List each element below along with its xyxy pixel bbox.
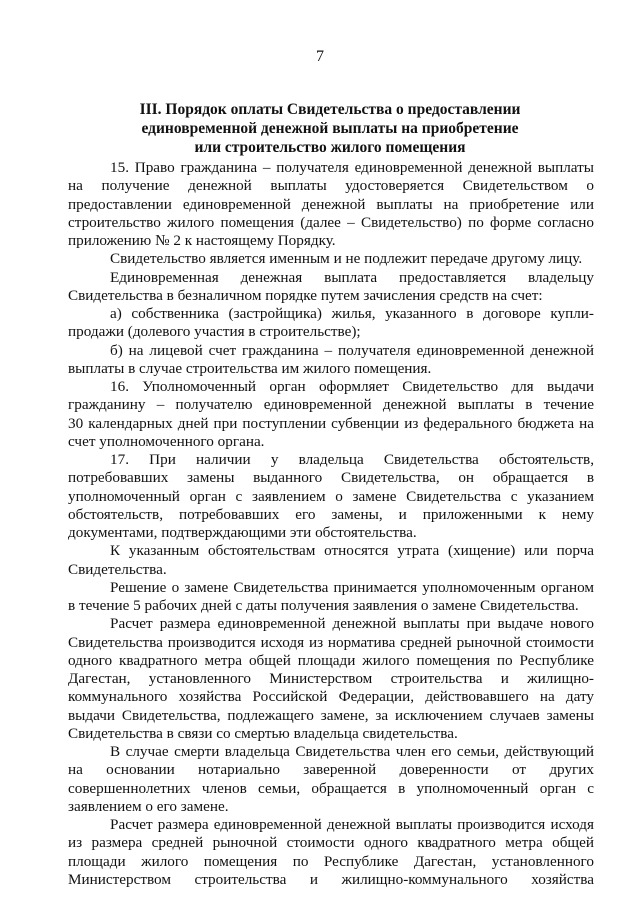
text-line: Свидетельство является именным и не подлежит передаче другому лицу. — [110, 250, 583, 268]
paragraph — [68, 542, 594, 579]
text-line: на основании нотариально заверенной доверенности от других — [68, 761, 594, 779]
text-line: 15. Право гражданина – получателя единовременной денежной выплаты — [110, 159, 594, 176]
text-line: счет уполномоченного органа. — [68, 432, 265, 450]
text-line: заявлением о его замене. — [68, 797, 229, 815]
text-line: строительство жилого помещения (далее – Свидетельство) по форме согласно — [68, 213, 594, 231]
text-line: выплаты в случае строительства им жилого помещения. — [68, 359, 432, 377]
text-line: уполномоченный орган с заявлением о замене Свидетельства с указанием — [68, 487, 594, 505]
paragraph — [68, 816, 594, 889]
text-line: Расчет размера единовременной денежной выплаты при выдаче нового — [110, 615, 594, 633]
text-line: на получение денежной выплаты удостоверяется Свидетельством о — [68, 177, 594, 195]
paragraph — [68, 378, 594, 451]
text-line: 30 календарных дней при поступлении субвенции из федерального бюджета на — [68, 414, 594, 432]
paragraph — [68, 159, 594, 250]
text-line: приложению № 2 к настоящему Порядку. — [68, 232, 336, 249]
paragraph — [68, 579, 594, 616]
text-line: К указанным обстоятельствам относятся утрата (хищение) или порча — [110, 542, 594, 560]
text-line: коммунального хозяйства Российской Федерации, действовавшего на дату — [68, 688, 594, 706]
paragraph — [68, 269, 594, 306]
text-line: обстоятельств, потребовавших его замены, и приложенными к нему — [68, 505, 594, 523]
text-line: В случае смерти владельца Свидетельства член его семьи, действующий — [110, 743, 594, 760]
paragraph — [68, 743, 594, 816]
text-line: документами, подтверждающими эти обстоятельства. — [68, 524, 417, 541]
text-line: Решение о замене Свидетельства принимается уполномоченным органом — [110, 578, 594, 596]
text-line: в течение 5 рабочих дней с даты получения заявления о замене Свидетельства. — [68, 597, 579, 614]
text-line: потребовавших замены выданного Свидетельства, он обращается в — [68, 469, 594, 487]
paragraph — [68, 250, 594, 268]
text-line: площади жилого помещения по Республике Дагестан, установленного — [68, 852, 594, 870]
text-line: 16. Уполномоченный орган оформляет Свидетельство для выдачи — [110, 378, 594, 395]
text-line: Свидетельства производится исходя из норматива средней рыночной стоимости — [68, 633, 594, 651]
text-line: 17. При наличии у владельца Свидетельства обстоятельств, — [110, 451, 594, 468]
text-line: предоставлении единовременной денежной выплаты на приобретение или — [68, 195, 594, 213]
text-line: Расчет размера единовременной денежной выплаты производится исходя — [110, 816, 594, 833]
document-body — [68, 159, 594, 889]
paragraph — [68, 305, 594, 342]
text-line: Единовременная денежная выплата предоставляется владельцу — [110, 268, 594, 286]
section-title-line: III. Порядок оплаты Свидетельства о предоставлении — [139, 101, 521, 118]
text-line: Свидетельства. — [68, 560, 167, 578]
text-line: Министерством строительства и жилищно-коммунального хозяйства — [68, 870, 594, 888]
section-title — [70, 100, 590, 157]
text-line: гражданину – получателю единовременной денежной выплаты в течение — [68, 396, 594, 414]
paragraph — [68, 615, 594, 743]
paragraph — [68, 342, 594, 379]
text-line: а) собственника (застройщика) жилья, указанного в договоре купли- — [110, 305, 594, 322]
section-title-line: единовременной денежной выплаты на приобретение — [141, 120, 519, 137]
text-line: Свидетельства в связи со смертью владельца свидетельства. — [68, 724, 458, 742]
text-line: совершеннолетних членов семьи, обращается в уполномоченный орган с — [68, 779, 594, 797]
text-line: б) на лицевой счет гражданина – получателя единовременной денежной — [110, 341, 594, 359]
text-line: Дагестан, установленного Министерством строительства и жилищно- — [68, 670, 594, 687]
text-line: Свидетельства в безналичном порядке путем зачисления средств на счет: — [68, 286, 543, 304]
text-line: одного квадратного метра общей площади жилого помещения по Республике — [68, 651, 594, 669]
text-line: продажи (долевого участия в строительстве); — [68, 323, 361, 341]
page-number: 7 — [316, 48, 324, 65]
section-title-line: или строительство жилого помещения — [194, 139, 466, 156]
paragraph — [68, 451, 594, 542]
text-line: из размера средней рыночной стоимости одного квадратного метра общей — [68, 834, 594, 852]
text-line: выдачи Свидетельства, подлежащего замене, за исключением случаев замены — [68, 706, 594, 724]
